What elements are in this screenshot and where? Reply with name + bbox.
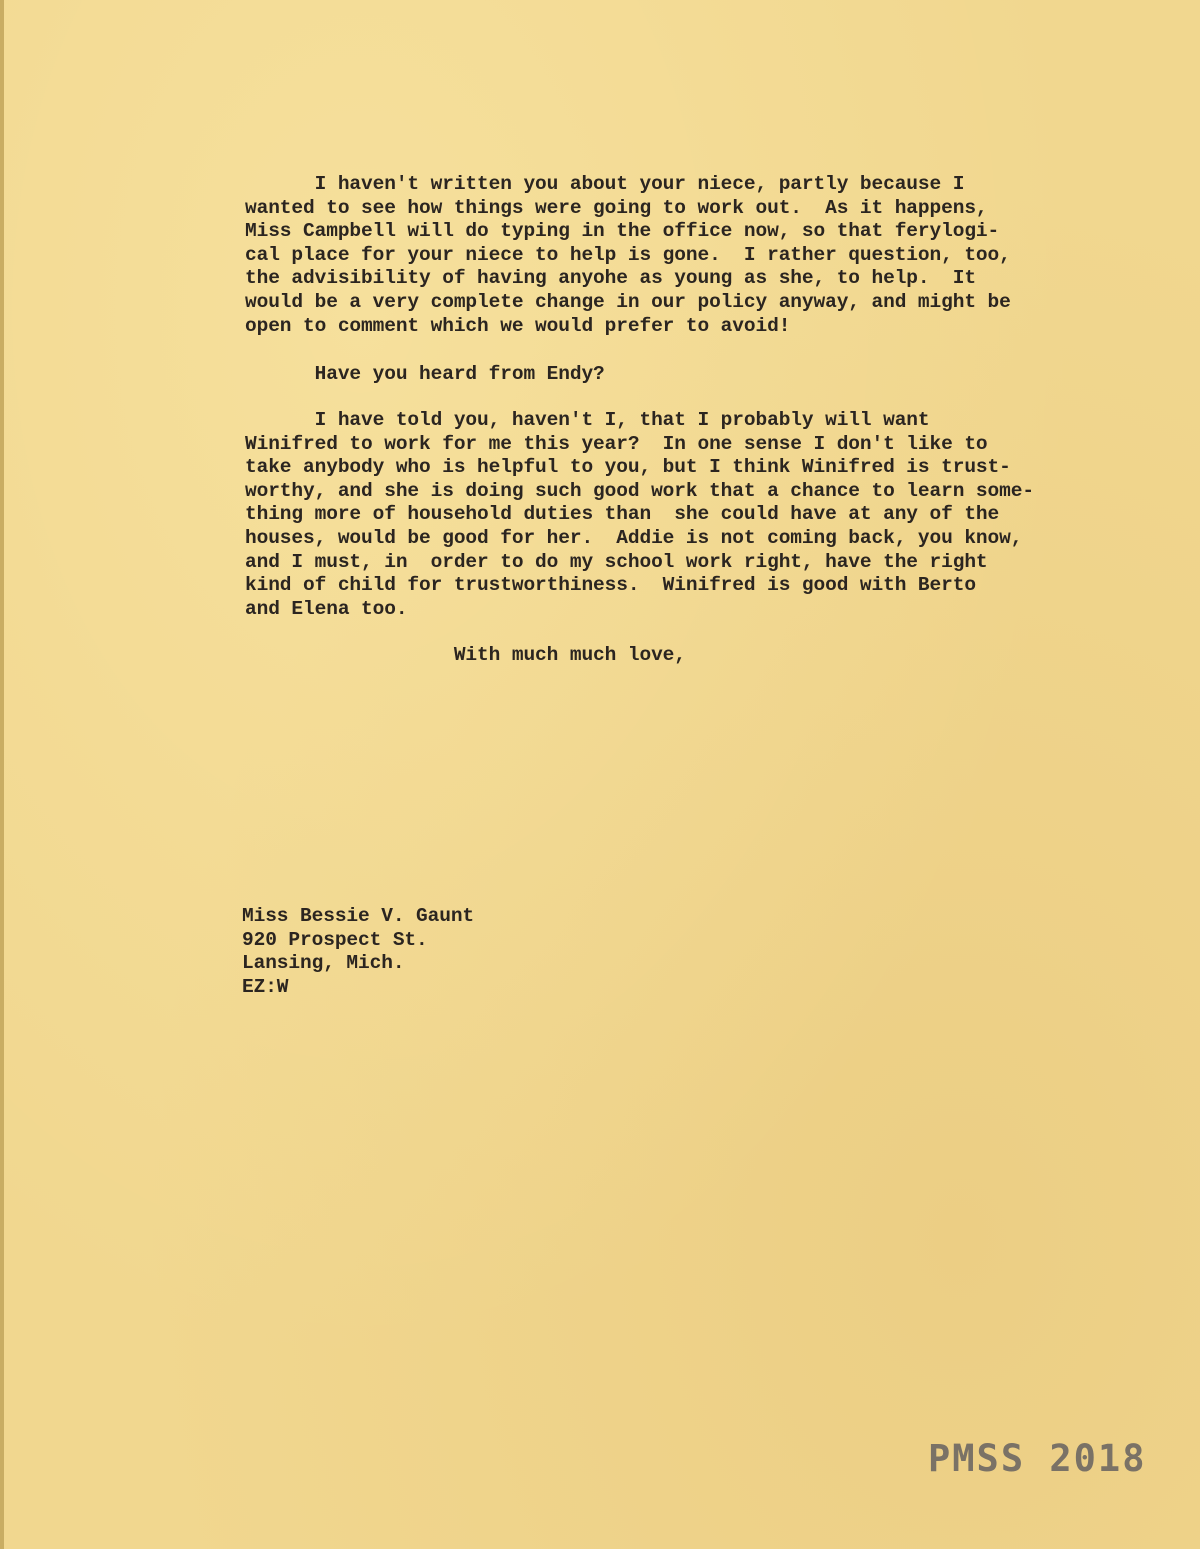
text-line: would be a very complete change in our policy anyway, and might be <box>245 290 1011 313</box>
page-edge <box>0 0 4 1549</box>
paragraph-niece <box>245 173 1011 338</box>
text-line: Winifred to work for me this year? In one sense I don't like to <box>245 432 988 455</box>
paragraph-question <box>245 363 605 387</box>
text-line: worthy, and she is doing such good work that a chance to learn some- <box>245 479 1034 502</box>
text-line: take anybody who is helpful to you, but I think Winifred is trust- <box>245 456 1011 479</box>
closing <box>245 644 686 668</box>
closing-line: With much much love, <box>245 644 686 666</box>
text-line: wanted to see how things were going to work out. As it happens, <box>245 196 988 219</box>
address-line: 920 Prospect St. <box>242 928 428 951</box>
archive-stamp: PMSS 2018 <box>928 1437 1147 1480</box>
paragraph-winifred <box>245 409 1034 621</box>
text-line: houses, would be good for her. Addie is not coming back, you know, <box>245 526 1023 549</box>
text-line: kind of child for trustworthiness. Winifred is good with Berto <box>245 574 976 597</box>
text-line: I haven't written you about your niece, partly because I <box>245 173 965 195</box>
address-line: EZ:W <box>242 975 289 998</box>
text-line: and I must, in order to do my school work right, have the right <box>245 550 988 573</box>
recipient-address <box>242 905 474 999</box>
text-line: thing more of household duties than she could have at any of the <box>245 503 1000 526</box>
address-line: Lansing, Mich. <box>242 952 405 975</box>
address-line: Miss Bessie V. Gaunt <box>242 905 475 927</box>
text-line: and Elena too. <box>245 597 408 620</box>
text-line: cal place for your niece to help is gone. I rather question, too, <box>245 243 1011 266</box>
text-line: Have you heard from Endy? <box>245 363 605 385</box>
text-line: Miss Campbell will do typing in the office now, so that ferylogi- <box>245 220 1000 243</box>
text-line: I have told you, haven't I, that I probably will want <box>245 409 930 431</box>
text-line: the advisibility of having anyohe as young as she, to help. It <box>245 267 976 290</box>
text-line: open to comment which we would prefer to avoid! <box>245 314 791 337</box>
